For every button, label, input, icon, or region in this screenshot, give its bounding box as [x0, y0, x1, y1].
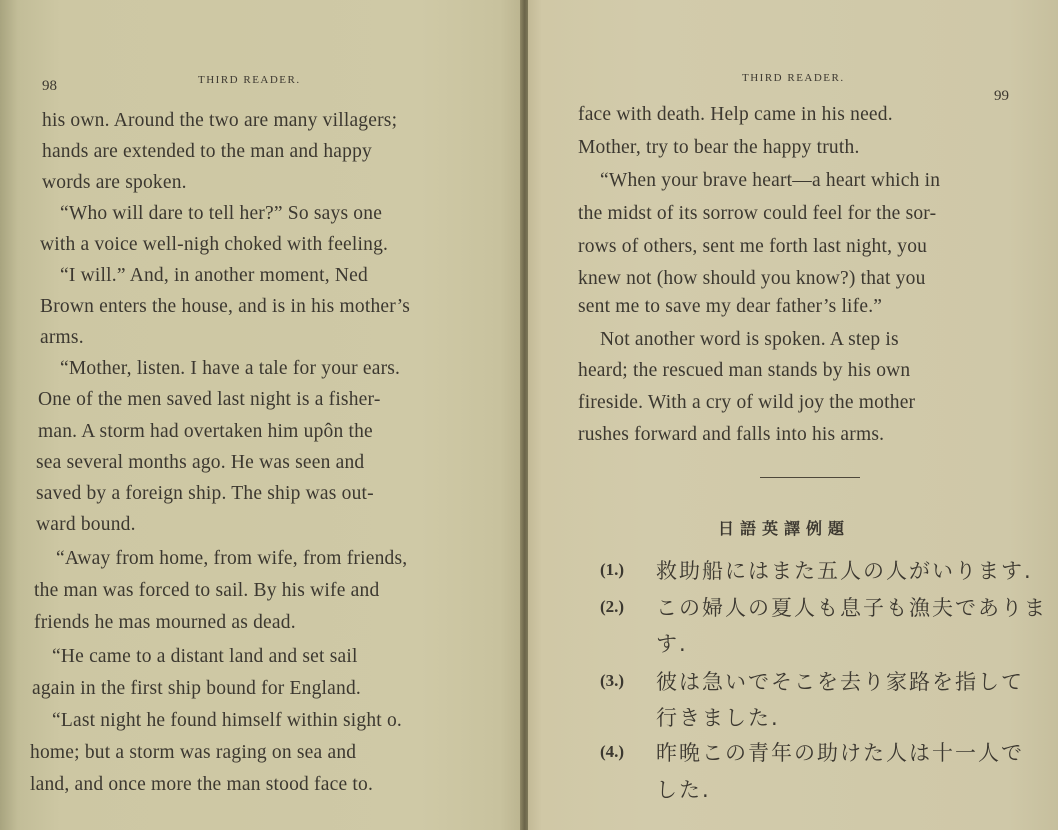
text-line: Brown enters the house, and is in his mother’s: [40, 296, 411, 317]
running-head: THIRD READER.: [742, 72, 845, 84]
text-line: saved by a foreign ship. The ship was out-: [36, 483, 374, 504]
text-line: arms.: [40, 327, 84, 348]
text-line: sent me to save my dear father’s life.”: [578, 296, 883, 317]
exercise-line: 救助船にはまた五人の人がいります.: [656, 559, 1033, 583]
text-line: with a voice well-nigh choked with feeling.: [40, 234, 389, 255]
text-line: fireside. With a cry of wild joy the mother: [578, 392, 916, 413]
text-line: “He came to a distant land and set sail: [52, 646, 358, 667]
exercise-number: (3.): [600, 671, 625, 690]
text-line: hands are extended to the man and happy: [42, 141, 372, 162]
text-line: friends he mas mourned as dead.: [34, 612, 296, 633]
exercise-line: 昨晩この青年の助けた人は十一人で: [656, 741, 1024, 765]
text-line: man. A storm had overtaken him upôn the: [38, 421, 373, 442]
exercise-number: (1.): [600, 560, 625, 579]
text-line: rows of others, sent me forth last night, you: [578, 236, 928, 257]
page-number: 99: [994, 88, 1009, 104]
text-line: “Away from home, from wife, from friends,: [56, 548, 408, 569]
left-page: [0, 0, 528, 830]
section-divider: [760, 477, 860, 478]
text-line: the man was forced to sail. By his wife and: [34, 580, 380, 601]
text-line: his own. Around the two are many villagers;: [42, 110, 398, 131]
text-line: “I will.” And, in another moment, Ned: [60, 265, 368, 286]
exercise-line: 彼は急いでそこを去り家路を指して: [656, 670, 1024, 694]
text-line: land, and once more the man stood face to.: [30, 774, 374, 795]
exercise-number: (2.): [600, 597, 625, 616]
text-line: One of the men saved last night is a fisher-: [38, 389, 381, 410]
exercise-line: した.: [656, 778, 711, 802]
text-line: the midst of its sorrow could feel for the sor-: [578, 203, 937, 224]
exercise-heading: 日語英譯例題: [718, 519, 851, 538]
exercise-line: 行きました.: [656, 706, 780, 730]
page-number: 98: [42, 78, 57, 94]
text-line: knew not (how should you know?) that you: [578, 268, 926, 289]
text-line: ward bound.: [36, 514, 136, 535]
text-line: Not another word is spoken. A step is: [600, 329, 899, 350]
text-line: sea several months ago. He was seen and: [36, 452, 365, 473]
text-line: “Who will dare to tell her?” So says one: [60, 203, 383, 224]
text-line: “Last night he found himself within sight o.: [52, 710, 403, 731]
exercise-line: す.: [656, 632, 688, 656]
text-line: Mother, try to bear the happy truth.: [578, 137, 860, 158]
text-line: words are spoken.: [42, 172, 187, 193]
text-line: home; but a storm was raging on sea and: [30, 742, 357, 763]
text-line: again in the first ship bound for England.: [32, 678, 362, 699]
running-head: THIRD READER.: [198, 74, 301, 86]
text-line: heard; the rescued man stands by his own: [578, 360, 911, 381]
text-line: “Mother, listen. I have a tale for your ears.: [60, 358, 401, 379]
text-line: rushes forward and falls into his arms.: [578, 424, 885, 445]
text-line: “When your brave heart—a heart which in: [600, 170, 941, 191]
text-line: face with death. Help came in his need.: [578, 104, 893, 125]
right-page: [528, 0, 1058, 830]
exercise-number: (4.): [600, 742, 625, 761]
exercise-line: この婦人の夏人も息子も漁夫でありま: [656, 596, 1047, 620]
